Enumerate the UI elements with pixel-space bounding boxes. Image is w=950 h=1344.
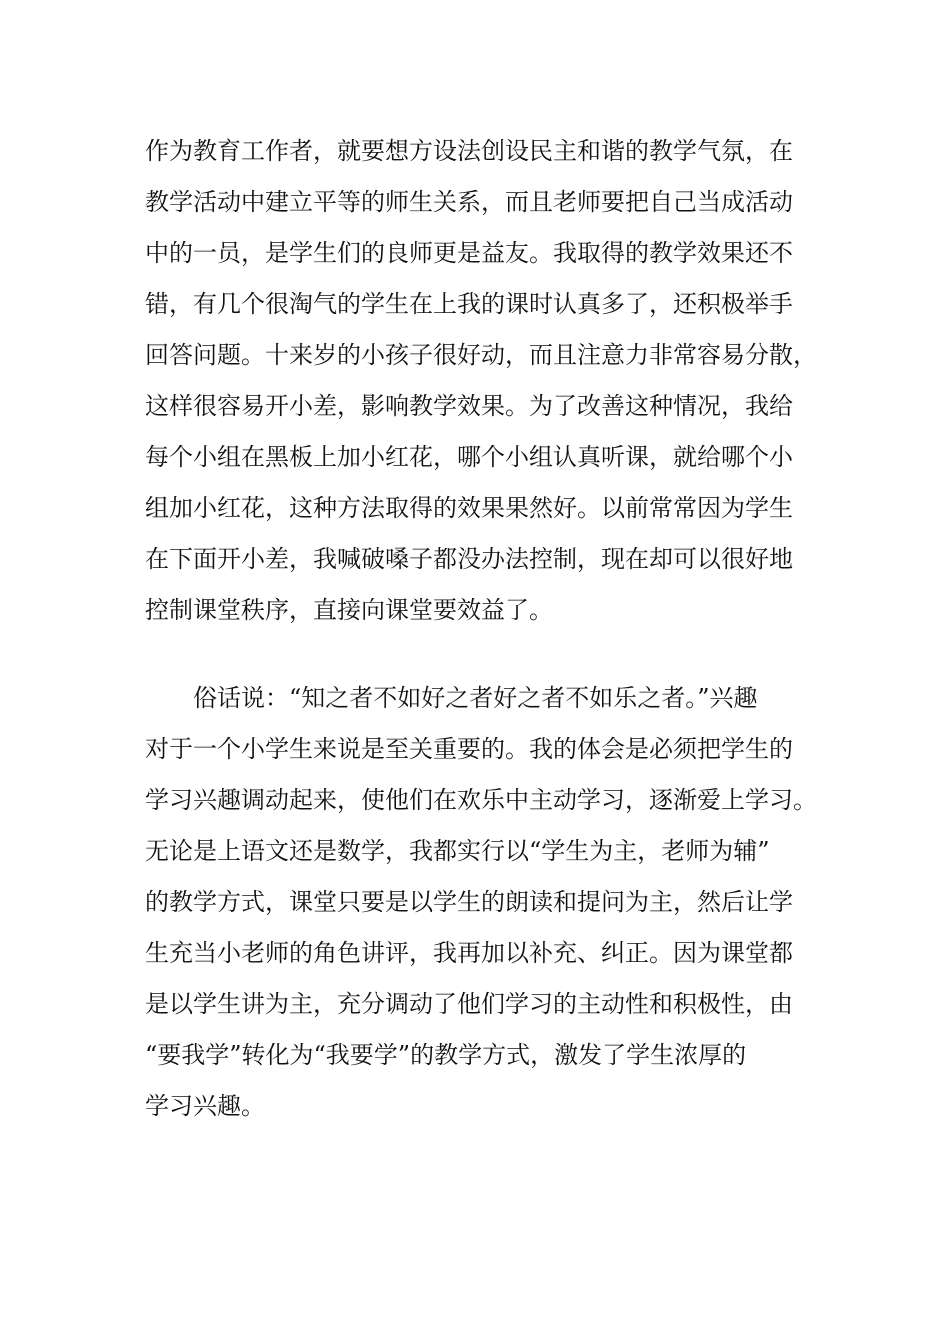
paragraph-line: 对于一个小学生来说是至关重要的。我的体会是必须把学生的 (145, 735, 793, 763)
paragraph-line: 是以学生讲为主，充分调动了他们学习的主动性和积极性，由 (145, 990, 793, 1018)
paragraph-line: 错，有几个很淘气的学生在上我的课时认真多了，还积极举手 (145, 290, 793, 318)
paragraph-line: 每个小组在黑板上加小红花，哪个小组认真听课，就给哪个小 (145, 443, 793, 471)
paragraph-line: 在下面开小差，我喊破嗓子都没办法控制，现在却可以很好地 (145, 545, 793, 573)
paragraph-line: 学习兴趣调动起来，使他们在欢乐中主动学习，逐渐爱上学习。 (145, 786, 817, 814)
paragraph-line: 这样很容易开小差，影响教学效果。为了改善这种情况，我给 (145, 392, 793, 420)
paragraph-line: 无论是上语文还是数学，我都实行以“学生为主，老师为辅” (145, 837, 770, 865)
paragraph-line: 学习兴趣。 (145, 1092, 265, 1120)
paragraph-line: 中的一员，是学生们的良师更是益友。我取得的教学效果还不 (145, 239, 793, 267)
paragraph-line: 的教学方式，课堂只要是以学生的朗读和提问为主，然后让学 (145, 888, 793, 916)
paragraph-line: 控制课堂秩序，直接向课堂要效益了。 (145, 596, 553, 624)
paragraph-line: 组加小红花，这种方法取得的效果果然好。以前常常因为学生 (145, 494, 793, 522)
paragraph-line: 生充当小老师的角色讲评，我再加以补充、纠正。因为课堂都 (145, 939, 793, 967)
paragraph-line: “要我学”转化为“我要学”的教学方式，激发了学生浓厚的 (145, 1041, 747, 1069)
paragraph-line: 回答问题。十来岁的小孩子很好动，而且注意力非常容易分散， (145, 341, 817, 369)
paragraph-line: 俗话说：“知之者不如好之者好之者不如乐之者。”兴趣 (193, 684, 758, 712)
paragraph-line: 作为教育工作者，就要想方设法创设民主和谐的教学气氛，在 (145, 137, 793, 165)
paragraph-line: 教学活动中建立平等的师生关系，而且老师要把自己当成活动 (145, 188, 793, 216)
